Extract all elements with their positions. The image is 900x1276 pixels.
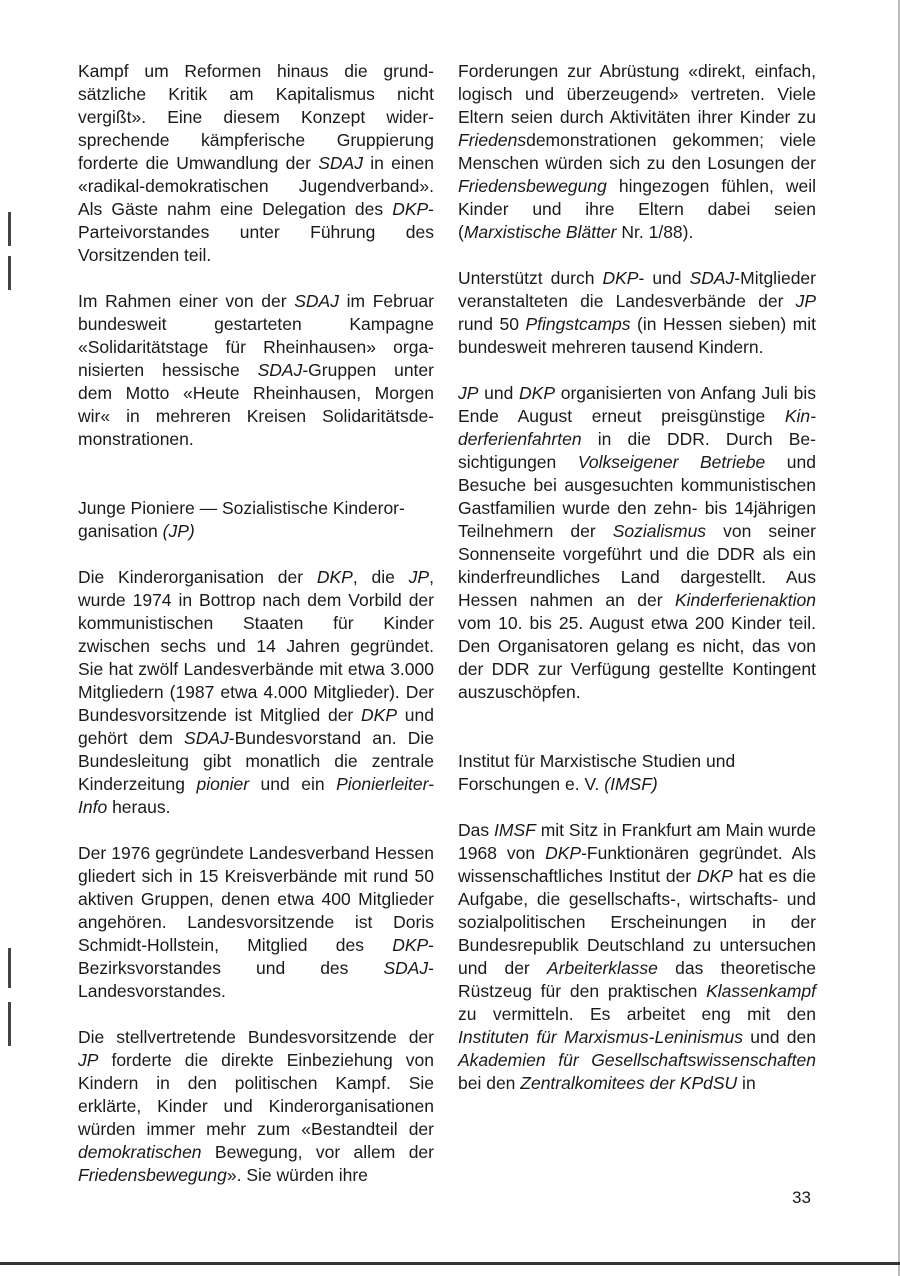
paragraph bbox=[78, 1026, 434, 1187]
italic-term: SDAJ bbox=[184, 728, 229, 748]
text-run: Unterstützt durch bbox=[458, 268, 603, 288]
paragraph bbox=[78, 566, 434, 819]
italic-term: JP bbox=[78, 1050, 99, 1070]
text-run: Forderungen zur Abrüstung «direkt, einfach, logisch und überzeugend» vertreten. Viele Eltern seien durch Aktivitäten ihrer Kinder zu bbox=[458, 61, 816, 127]
italic-term: Friedensbewegung bbox=[458, 176, 607, 196]
text-run: in die DDR. Durch Besichtigungen bbox=[458, 429, 816, 472]
text-run: hat es die Aufgabe, die gesellschafts-, wirtschafts- und sozialpolitischen Erscheinungen in der Bundesrepublik Deutschland zu untersuchen und der bbox=[458, 866, 816, 978]
text-run: Institut für Marxistische Studien und Forschungen e. V. bbox=[458, 751, 736, 794]
text-run: und bbox=[478, 383, 520, 403]
text-run: - und bbox=[638, 268, 690, 288]
text-run: rund 50 bbox=[458, 314, 526, 334]
italic-term: Volkseigener Betriebe bbox=[577, 452, 766, 472]
paragraph bbox=[78, 60, 434, 267]
text-run: Kampf um Reformen hinaus die grundsätzliche Kritik am Kapitalismus nicht vergißt». Eine diesem Konzept widersprechende kämpferische Gruppierung forderte die Umwandlung der bbox=[78, 61, 434, 173]
text-run: Bewegung, vor allem der bbox=[201, 1142, 434, 1162]
italic-term: Akademien für Gesellschaftswissenschaften bbox=[458, 1050, 816, 1070]
italic-term: Klassenkampf bbox=[706, 981, 816, 1001]
italic-term: DKP bbox=[519, 383, 556, 403]
italic-term: SDAJ bbox=[294, 291, 339, 311]
italic-term: JP bbox=[458, 383, 479, 403]
text-run: -Parteivorstandes unter Führung des Vorsitzenden teil. bbox=[78, 199, 434, 265]
italic-term: DKP bbox=[696, 866, 733, 886]
margin-mark bbox=[8, 1002, 11, 1046]
text-run: und gehört dem bbox=[78, 705, 435, 748]
text-run: bei den bbox=[458, 1073, 521, 1093]
text-run: vom 10. bis 25. August etwa 200 Kinder teil. Den Organisatoren gelang es nicht, das von der DDR zur Verfügung gestellte Kontingent auszuschöpfen. bbox=[458, 613, 816, 702]
italic-term: Arbeiterklasse bbox=[547, 958, 658, 978]
scan-bottom-edge bbox=[0, 1262, 900, 1265]
italic-term: SDAJ bbox=[318, 153, 363, 173]
text-run: in einen «radikal-demokratischen Jugendverband». Als Gäste nahm eine Delegation des bbox=[78, 153, 434, 219]
margin-mark bbox=[8, 948, 11, 988]
section-heading bbox=[78, 497, 434, 543]
italic-term: (JP) bbox=[162, 521, 195, 541]
text-run: -Mitglieder veranstalteten die Landesverbände der bbox=[458, 268, 816, 311]
text-run: und den bbox=[742, 1027, 816, 1047]
italic-term: DKP bbox=[392, 935, 429, 955]
text-run: das theoretische Rüstzeug für den praktischen bbox=[458, 958, 817, 1001]
paragraph bbox=[78, 842, 434, 1003]
text-run: Im Rahmen einer von der bbox=[78, 291, 295, 311]
text-run: Die Kinderorganisation der bbox=[78, 567, 317, 587]
text-run: -Landesvorstandes. bbox=[78, 958, 434, 1001]
italic-term: Pfingstcamps bbox=[525, 314, 631, 334]
margin-mark bbox=[8, 256, 11, 290]
italic-term: IMSF bbox=[494, 820, 536, 840]
text-run: ». Sie würden ihre bbox=[226, 1165, 368, 1185]
text-run: mit Sitz in Frankfurt am Main wurde 1968 von bbox=[458, 820, 816, 863]
text-run: -Funktionären gegründet. Als wissenschaftliches Institut der bbox=[458, 843, 816, 886]
italic-term: DKP bbox=[392, 199, 429, 219]
text-run: Der 1976 gegründete Landesverband Hessen gliedert sich in 15 Kreisverbände mit rund 50 aktiven Gruppen, denen etwa 400 Mitglieder angehören. Landesvorsitzende ist Doris Schmidt-Hollstein, Mitglied des bbox=[78, 843, 434, 955]
italic-term: JP bbox=[408, 567, 430, 587]
text-run: im Februar bundesweit gestarteten Kampagne «Solidaritätstage für Rheinhausen» organisierten hessische bbox=[78, 291, 434, 380]
italic-term: DKP bbox=[602, 268, 639, 288]
text-run: -Gruppen unter dem Motto «Heute Rheinhausen, Morgen wir« in mehreren Kreisen Solidaritätsdemonstrationen. bbox=[78, 360, 434, 449]
text-run: zu vermitteln. Es arbeitet eng mit den bbox=[458, 1004, 816, 1024]
italic-term: Pionierleiter-Info bbox=[78, 774, 434, 817]
italic-term: Zentralkomitees der KPdSU bbox=[520, 1073, 738, 1093]
italic-term: Friedens bbox=[458, 130, 527, 150]
italic-term: SDAJ bbox=[689, 268, 735, 288]
text-run: demonstrationen gekommen; viele Menschen würden sich zu den Losungen der bbox=[458, 130, 816, 173]
text-run: -Bezirksvorstandes und des bbox=[78, 935, 434, 978]
paragraph bbox=[78, 290, 434, 451]
text-run: organisierten von Anfang Juli bis Ende August erneut preisgünstige bbox=[458, 383, 816, 426]
paragraph bbox=[458, 382, 816, 704]
italic-term: Kinderferienfahrten bbox=[458, 406, 816, 449]
text-run: , die bbox=[352, 567, 409, 587]
italic-term: DKP bbox=[545, 843, 582, 863]
italic-term: pionier bbox=[196, 774, 250, 794]
paragraph bbox=[458, 819, 816, 1095]
text-run: Das bbox=[458, 820, 494, 840]
italic-term: Marxistische Blätter bbox=[463, 222, 617, 242]
italic-term: Kinderferienaktion bbox=[674, 590, 816, 610]
text-run: Die stellvertretende Bundesvorsitzende der bbox=[78, 1027, 434, 1047]
text-run: , wurde 1974 in Bottrop nach dem Vorbild der kommunistischen Staaten für Kinder zwischen sechs und 14 Jahren gegründet. Sie hat zwölf Landesverbände mit etwa 3.000 Mitgliedern (1987 etwa 4.000 Mitglieder). Der Bundesvorsitzende ist Mitglied der bbox=[78, 567, 434, 725]
text-run: in bbox=[737, 1073, 756, 1093]
text-run: (in Hessen sieben) mit bundesweit mehreren tausend Kindern. bbox=[458, 314, 816, 357]
text-run: Junge Pioniere — Sozialistische Kinderorganisation bbox=[78, 498, 405, 541]
text-run: von seiner Sonnenseite vorgeführt und die DDR als ein kinderfreundliches Land dargestellt. Aus Hessen nahmen an der bbox=[458, 521, 816, 610]
left-text-column bbox=[78, 60, 434, 1210]
paragraph bbox=[458, 60, 816, 244]
italic-term: DKP bbox=[316, 567, 353, 587]
section-heading bbox=[458, 750, 816, 796]
text-run: und Besuche bei ausgesuchten kommunistischen Gastfamilien wurde den zehn- bis 14jährigen Teilnehmern der bbox=[458, 452, 816, 541]
text-run: -Bundesvorstand an. Die Bundesleitung gibt monatlich die zentrale Kinderzeitung bbox=[78, 728, 434, 794]
text-run: heraus. bbox=[107, 797, 171, 817]
italic-term: Sozialismus bbox=[612, 521, 707, 541]
text-run: und ein bbox=[249, 774, 337, 794]
text-run: Nr. 1/88). bbox=[616, 222, 694, 242]
page-number: 33 bbox=[792, 1188, 811, 1207]
italic-term: SDAJ bbox=[257, 360, 303, 380]
text-run: forderte die direkte Einbeziehung von Kindern in den politischen Kampf. Sie erklärte, Kinder und Kinderorganisationen würden immer mehr zum «Bestandteil der bbox=[78, 1050, 434, 1139]
italic-term: DKP bbox=[361, 705, 398, 725]
italic-term: (IMSF) bbox=[604, 774, 658, 794]
paragraph bbox=[458, 267, 816, 359]
italic-term: JP bbox=[795, 291, 816, 311]
margin-mark bbox=[8, 212, 11, 246]
italic-term: Instituten für Marxismus-Leninismus bbox=[458, 1027, 743, 1047]
italic-term: SDAJ bbox=[383, 958, 429, 978]
text-run: hingezogen fühlen, weil Kinder und ihre Eltern dabei seien ( bbox=[458, 176, 816, 242]
right-text-column bbox=[458, 60, 816, 1118]
italic-term: demokratischen bbox=[78, 1142, 202, 1162]
italic-term: Friedensbewegung bbox=[78, 1165, 227, 1185]
